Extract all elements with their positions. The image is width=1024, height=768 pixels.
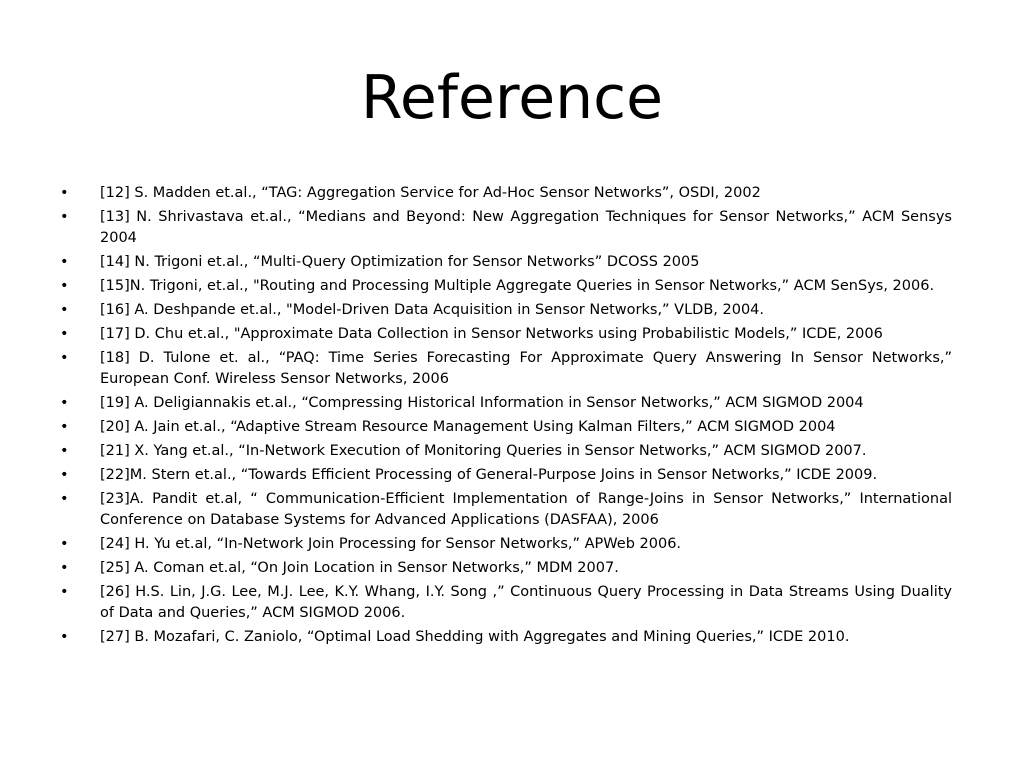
bullet-icon: •	[60, 560, 69, 576]
reference-item	[58, 207, 952, 249]
bullet-icon: •	[60, 350, 69, 366]
reference-item	[58, 417, 952, 438]
reference-text: [18] D. Tulone et. al., “PAQ: Time Series Forecasting For Approximate Query Answering In Sensor Networks,” European Conf. Wireless Sensor Networks, 2006	[100, 350, 952, 387]
bullet-icon: •	[60, 209, 69, 225]
reference-text: [17] D. Chu et.al., "Approximate Data Collection in Sensor Networks using Probabilistic Models,” ICDE, 2006	[100, 326, 883, 342]
bullet-icon: •	[60, 395, 69, 411]
reference-item	[58, 252, 952, 273]
slide-title: Reference	[360, 63, 664, 133]
reference-text: [22]M. Stern et.al., “Towards Efficient Processing of General-Purpose Joins in Sensor Networks,” ICDE 2009.	[100, 467, 878, 483]
bullet-icon: •	[60, 584, 69, 600]
reference-item	[58, 558, 952, 579]
bullet-icon: •	[60, 302, 69, 318]
reference-list	[58, 183, 952, 651]
bullet-icon: •	[60, 326, 69, 342]
reference-text: [19] A. Deligiannakis et.al., “Compressing Historical Information in Sensor Networks,” ACM SIGMOD 2004	[100, 395, 864, 411]
bullet-icon: •	[60, 491, 69, 507]
reference-text: [20] A. Jain et.al., “Adaptive Stream Resource Management Using Kalman Filters,” ACM SIGMOD 2004	[100, 419, 836, 435]
bullet-icon: •	[60, 443, 69, 459]
reference-item	[58, 300, 952, 321]
reference-item	[58, 393, 952, 414]
reference-text: [16] A. Deshpande et.al., "Model-Driven Data Acquisition in Sensor Networks,” VLDB, 2004.	[100, 302, 765, 318]
reference-item	[58, 324, 952, 345]
reference-item	[58, 348, 952, 390]
reference-text: [13] N. Shrivastava et.al., “Medians and Beyond: New Aggregation Techniques for Sensor Networks,” ACM Sensys 2004	[100, 209, 952, 246]
bullet-icon: •	[60, 467, 69, 483]
bullet-icon: •	[60, 185, 69, 201]
reference-item	[58, 534, 952, 555]
reference-item	[58, 489, 952, 531]
reference-item	[58, 276, 952, 297]
reference-text: [12] S. Madden et.al., “TAG: Aggregation Service for Ad-Hoc Sensor Networks”, OSDI, 2002	[100, 185, 761, 201]
bullet-icon: •	[60, 419, 69, 435]
reference-text: [26] H.S. Lin, J.G. Lee, M.J. Lee, K.Y. Whang, I.Y. Song ,” Continuous Query Processing in Data Streams Using Duality of Data and Queries,” ACM SIGMOD 2006.	[100, 584, 952, 621]
bullet-icon: •	[60, 278, 69, 294]
bullet-icon: •	[60, 629, 69, 645]
bullet-icon: •	[60, 254, 69, 270]
reference-text: [21] X. Yang et.al., “In-Network Execution of Monitoring Queries in Sensor Networks,” ACM SIGMOD 2007.	[100, 443, 867, 459]
reference-item	[58, 627, 952, 648]
reference-text: [27] B. Mozafari, C. Zaniolo, “Optimal Load Shedding with Aggregates and Mining Queries,” ICDE 2010.	[100, 629, 850, 645]
reference-item	[58, 582, 952, 624]
reference-text: [14] N. Trigoni et.al., “Multi-Query Optimization for Sensor Networks” DCOSS 2005	[100, 254, 700, 270]
reference-text: [15]N. Trigoni, et.al., "Routing and Processing Multiple Aggregate Queries in Sensor Networks,” ACM SenSys, 2006.	[100, 278, 935, 294]
reference-text: [25] A. Coman et.al, “On Join Location in Sensor Networks,” MDM 2007.	[100, 560, 619, 576]
reference-item	[58, 441, 952, 462]
bullet-icon: •	[60, 536, 69, 552]
reference-text: [23]A. Pandit et.al, “ Communication-Efficient Implementation of Range-Joins in Sensor Networks,” International Conference on Database Systems for Advanced Applications (DASFAA), 2006	[100, 491, 952, 528]
reference-text: [24] H. Yu et.al, “In-Network Join Processing for Sensor Networks,” APWeb 2006.	[100, 536, 682, 552]
reference-item	[58, 465, 952, 486]
reference-item	[58, 183, 952, 204]
